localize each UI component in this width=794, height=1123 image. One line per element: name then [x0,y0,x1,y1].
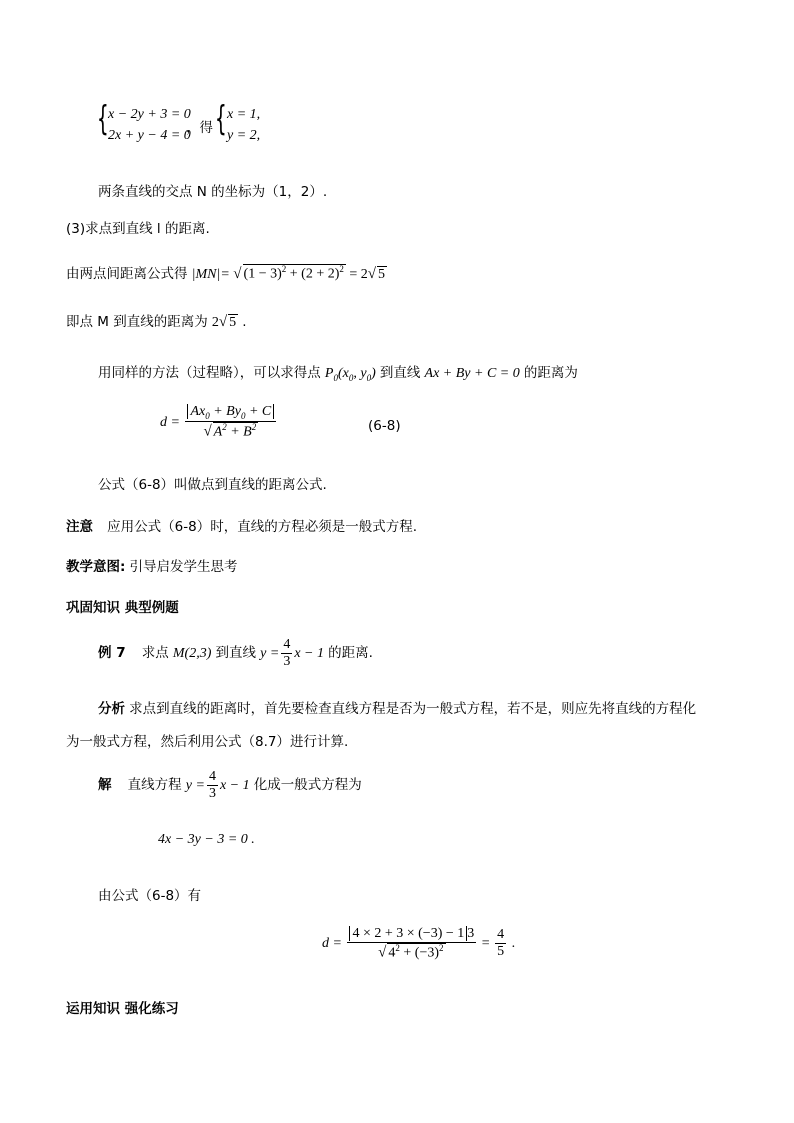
note-label: 注意 [66,519,93,535]
solution-label: 解 [98,776,112,793]
method-mid: 到直线 [379,365,421,381]
analysis-line1 [98,697,696,717]
distance-formula: |MN|= √ $(1 - 3)^2 + (2 + 2)^2 = 2√$ 5 [191,264,386,282]
calc-result [495,928,506,959]
method-line [98,361,578,383]
solution-line-eq: y = $\frac{4}{3}$ x − 1 [185,769,250,801]
system-de: ，得 [186,120,213,136]
method-suffix: 的距离为 [523,365,578,381]
system-sol2: y = 2, [227,128,261,143]
example-mid: 到直线 [215,644,257,661]
distance-line [66,262,387,283]
analysis-line2: 为一般式方程，然后利用公式（8.7）进行计算. [66,734,349,750]
system-eq2: 2x + y − 4 = 0 [108,128,191,143]
formula-denominator: √ $A^2 + B^2$ [203,422,257,440]
intersection-text: 两条直线的交点 N 的坐标为（1，2）. [98,184,328,200]
section-heading-2: 运用知识 强化练习 [66,1001,179,1017]
formula-numerator: $Ax_0 + By_0 + C$ [185,405,276,422]
analysis-label: 分析 [98,701,125,717]
general-form: 4x − 3y − 3 = 0 . [158,832,255,847]
method-point: $P_0(x_0$, $y_0$) [324,366,376,383]
equation-system [96,99,278,149]
example-line-eq: y = $\frac{4}{3}$ x − 1 [260,637,324,669]
step3-heading: (3)求点到直线 l 的距离. [66,221,210,237]
note-text: 应用公式（6-8）时，直线的方程必须是一般式方程. [107,519,417,535]
calc-lhs: d = [322,936,342,952]
calc-denominator: √ $4^2 + (-3)^2$ [378,942,444,961]
intent-label: 教学意图: [66,559,126,575]
left-brace-1: { [96,99,109,139]
by-formula: 由公式（6-8）有 [98,888,202,904]
solution-suffix: 化成一般式方程为 [253,776,362,793]
example-point: M(2,3) [172,645,212,661]
example-suffix: 的距离. [328,644,373,661]
analysis-text-1: 求点到直线的距离时，首先要检查直线方程是否为一般式方程，若不是，则应先将直线的方程化 [129,701,697,717]
distance-result: 即点 M 到直线的距离为 2√ 5 . [66,314,247,330]
calc-fraction [347,927,476,961]
calculation: d = $\frac{4 \times 2 + 3 \times (-3) - 1 3}{√ 4^2 + (-3)^2}$ = $\frac{4}{5}$ . [322,926,516,961]
distance-result-prefix: 即点 M 到直线的距离为 [66,314,208,330]
system-eq1: x − 2y + 3 = 0 [108,107,191,122]
calc-result-den: 5 [497,944,505,960]
formula-fraction [185,405,276,440]
formula-tag: (6-8) [368,418,401,434]
left-brace-2: { [214,99,227,139]
method-line-eq: Ax + By + C = 0 [424,366,520,381]
calc-result-num: 4 [497,927,505,943]
note-line [66,515,417,535]
solution-line [98,770,362,801]
example-line [98,638,373,669]
section-heading-1: 巩固知识 典型例题 [66,600,179,616]
distance-result-value: 2√ 5 [211,314,237,330]
distance-intro: 由两点间距离公式得 [66,266,188,282]
intent-text: 引导启发学生思考 [129,559,238,575]
method-prefix: 用同样的方法（过程略），可以求得点 [98,365,321,381]
system-sol1: x = 1, [227,107,261,122]
formula-lhs: d = [160,414,180,430]
distance-formula-block [160,405,278,440]
example-label: 例 7 [98,644,126,661]
calc-numerator: 4 × 2 + 3 × (−3) − 1 3 [347,927,476,943]
solution-prefix: 直线方程 [127,776,182,793]
example-prefix: 求点 [141,644,169,661]
formula-named: 公式（6-8）叫做点到直线的距离公式. [98,477,327,493]
intent-line [66,555,238,575]
